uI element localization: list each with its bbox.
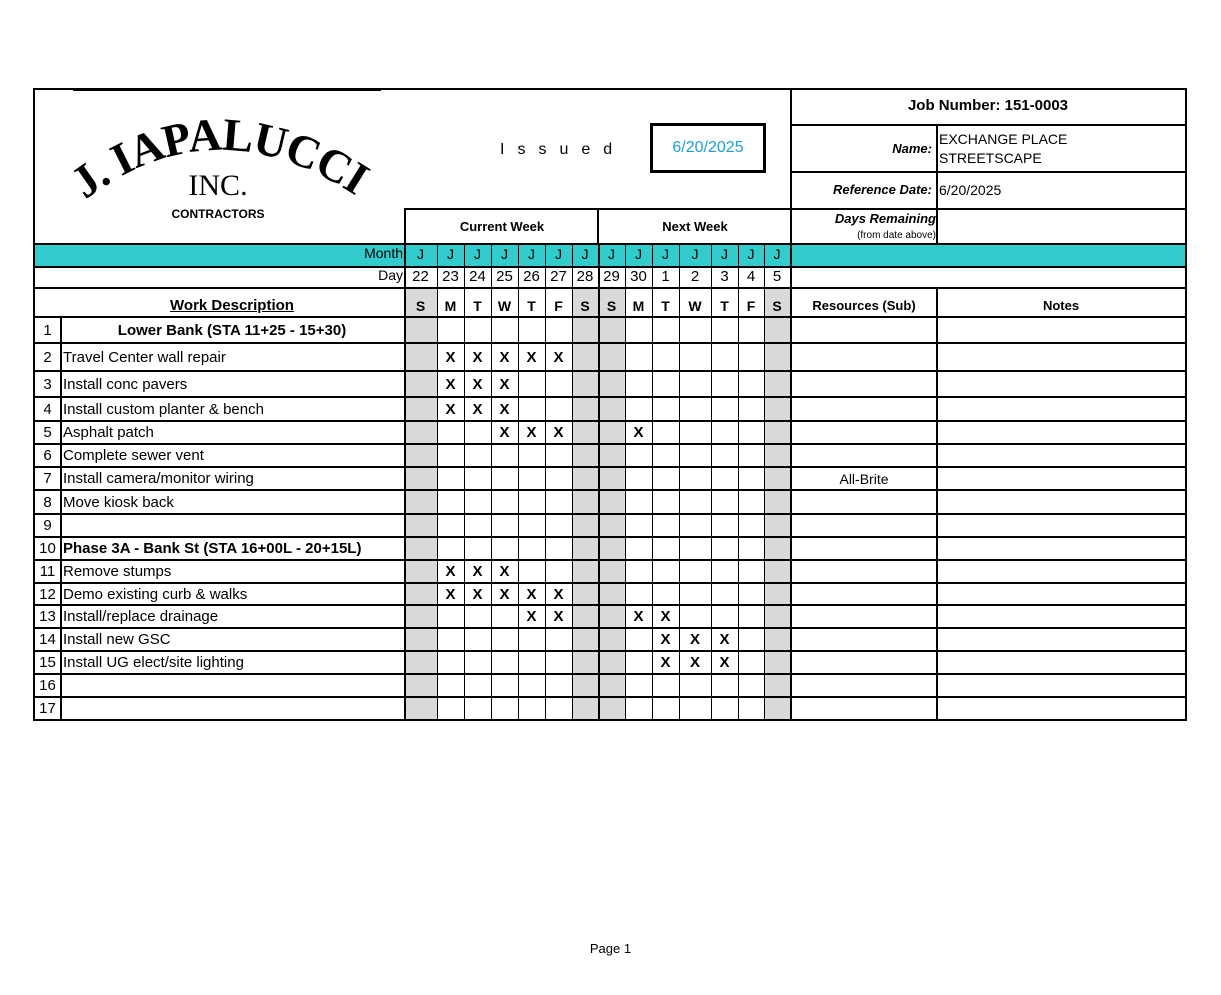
month-label: Month xyxy=(364,245,403,261)
schedule-mark: X xyxy=(472,400,483,418)
schedule-mark: X xyxy=(526,608,537,625)
row-number: 4 xyxy=(43,400,52,418)
month-cell: J xyxy=(474,246,481,262)
row-rule xyxy=(35,396,1185,398)
row-rule xyxy=(35,443,1185,445)
day-column-rule xyxy=(711,245,712,720)
days-remaining-label: Days Remaining xyxy=(834,211,936,226)
name-label: Name: xyxy=(892,141,932,156)
schedule-mark: X xyxy=(553,424,564,441)
job-number: Job Number: 151-0003 xyxy=(907,97,1069,114)
month-cell: J xyxy=(417,246,424,262)
row-rule xyxy=(35,536,1185,538)
work-description: Move kiosk back xyxy=(63,493,174,511)
day-column-rule xyxy=(625,245,626,720)
row-number: 17 xyxy=(39,700,56,717)
day-cell: 22 xyxy=(412,268,429,285)
work-description: Travel Center wall repair xyxy=(63,348,226,366)
weekday-cell: T xyxy=(473,298,482,314)
month-cell: J xyxy=(691,246,699,262)
work-description: Remove stumps xyxy=(63,563,172,580)
issued-date: 6/20/2025 xyxy=(650,123,766,173)
schedule-mark: X xyxy=(445,585,456,603)
month-cell: J xyxy=(501,246,508,262)
row-number: 7 xyxy=(43,470,52,487)
month-cell: J xyxy=(635,246,642,262)
row-rule xyxy=(35,696,1185,698)
logo-tag-text: CONTRACTORS xyxy=(171,207,265,221)
schedule-mark: X xyxy=(689,631,700,648)
month-cell: J xyxy=(747,246,755,262)
schedule-mark: X xyxy=(499,348,510,366)
reference-date-value: 6/20/2025 xyxy=(939,182,1002,198)
day-column-rule xyxy=(679,245,680,720)
notes-header: Notes xyxy=(1042,298,1080,313)
month-cell: J xyxy=(773,246,781,262)
logo-graphic xyxy=(37,90,405,242)
schedule-mark: X xyxy=(689,654,700,671)
month-cell: J xyxy=(608,246,615,262)
schedule-mark: X xyxy=(472,563,483,580)
page-number: Page 1 xyxy=(589,941,632,956)
weekday-cell: S xyxy=(606,298,617,314)
info-col-divider xyxy=(936,125,938,245)
day-column-rule xyxy=(518,245,519,720)
schedule-mark: X xyxy=(719,631,730,648)
schedule-mark: X xyxy=(499,424,510,441)
weekday-cell: M xyxy=(444,298,457,314)
day-label: Day xyxy=(378,267,403,283)
day-cell: 1 xyxy=(661,268,670,285)
resource-cell: All-Brite xyxy=(839,471,889,487)
day-cell: 4 xyxy=(746,268,756,285)
weekday-cell: S xyxy=(580,298,590,314)
day-column-rule xyxy=(545,245,546,720)
month-cell: J xyxy=(555,246,562,262)
row-number: 2 xyxy=(43,348,52,366)
month-cell: J xyxy=(662,246,669,262)
schedule-mark: X xyxy=(499,585,510,603)
resources-column-rule xyxy=(936,287,938,720)
row-rule xyxy=(35,316,1185,318)
schedule-mark: X xyxy=(472,585,483,603)
day-column-rule xyxy=(464,245,465,720)
schedule-mark: X xyxy=(660,608,671,625)
weekday-cell: S xyxy=(415,298,426,314)
row-number: 13 xyxy=(39,608,56,625)
weekday-cell: M xyxy=(632,298,645,314)
schedule-mark: X xyxy=(553,608,564,625)
next-week-label: Next Week xyxy=(662,219,728,234)
month-cell: J xyxy=(447,246,454,262)
number-column-rule xyxy=(60,317,62,720)
resources-header: Resources (Sub) xyxy=(812,298,916,313)
day-cell: 30 xyxy=(630,268,647,285)
work-description: Install camera/monitor wiring xyxy=(63,470,254,487)
weekend-column xyxy=(598,289,625,720)
schedule-mark: X xyxy=(553,585,564,603)
row-rule xyxy=(35,489,1185,491)
schedule-mark: X xyxy=(472,348,483,366)
row-rule xyxy=(35,559,1185,561)
row-number: 6 xyxy=(43,447,52,464)
schedule-mark: X xyxy=(553,348,564,366)
day-cell: 2 xyxy=(690,268,700,285)
work-description: Install/replace drainage xyxy=(63,608,219,625)
row-rule xyxy=(35,719,1185,721)
weekday-cell: T xyxy=(720,298,729,314)
schedule-mark: X xyxy=(445,348,456,366)
reference-date-label: Reference Date: xyxy=(833,182,932,197)
row-number: 8 xyxy=(43,493,52,511)
day-cell: 28 xyxy=(576,268,594,285)
logo-sub-text: INC. xyxy=(188,169,248,202)
row-rule xyxy=(35,370,1185,372)
schedule-mark: X xyxy=(719,654,730,671)
work-description: Install UG elect/site lighting xyxy=(63,654,244,671)
work-description: Asphalt patch xyxy=(63,424,154,441)
month-cell: J xyxy=(528,246,535,262)
row-rule xyxy=(35,582,1185,584)
weekday-cell: T xyxy=(527,298,536,314)
day-cell: 3 xyxy=(720,268,729,285)
issued-label: Issued xyxy=(500,141,626,158)
row-rule xyxy=(35,513,1185,515)
day-cell: 5 xyxy=(772,268,782,285)
days-remaining-note: (from date above) xyxy=(857,230,936,241)
weekday-cell: W xyxy=(497,298,512,314)
row-number: 12 xyxy=(39,585,56,603)
month-cell: J xyxy=(721,246,728,262)
day-column-rule xyxy=(738,245,739,720)
name-line2: STREETSCAPE xyxy=(939,150,1042,166)
row-rule xyxy=(35,673,1185,675)
row-rule xyxy=(35,650,1185,652)
schedule-mark: X xyxy=(499,375,510,393)
row-number: 16 xyxy=(39,677,56,694)
day-column-rule xyxy=(598,245,600,720)
weekend-column xyxy=(404,289,437,720)
company-logo xyxy=(37,90,405,242)
day-cell: 26 xyxy=(523,268,540,285)
row-number: 14 xyxy=(39,631,56,648)
day-cell: 27 xyxy=(550,268,567,285)
weekday-cell: F xyxy=(554,298,563,314)
schedule-mark: X xyxy=(660,631,671,648)
day-column-rule xyxy=(404,245,406,720)
row-number: 1 xyxy=(43,321,52,339)
row-number: 3 xyxy=(43,375,52,393)
info-rule xyxy=(790,208,1186,210)
row-rule xyxy=(35,466,1185,468)
weekend-column xyxy=(764,289,790,720)
work-description: Install conc pavers xyxy=(63,375,188,393)
day-column-rule xyxy=(764,245,765,720)
row-number: 15 xyxy=(39,654,56,671)
weekday-cell: W xyxy=(688,298,702,314)
schedule-mark: X xyxy=(526,348,537,366)
day-cell: 23 xyxy=(442,268,459,285)
weekday-cell: S xyxy=(772,298,782,314)
schedule-mark: X xyxy=(472,375,483,393)
work-description: Phase 3A - Bank St (STA 16+00L - 20+15L) xyxy=(63,540,362,557)
row-number: 11 xyxy=(39,563,56,580)
row-number: 9 xyxy=(43,517,52,534)
row-number: 10 xyxy=(39,540,56,557)
schedule-mark: X xyxy=(633,608,644,625)
work-description-header: Work Description xyxy=(170,297,294,314)
day-cell: 25 xyxy=(496,268,513,285)
schedule-mark: X xyxy=(499,563,510,580)
info-rule xyxy=(790,171,1186,173)
work-description: Lower Bank (STA 11+25 - 15+30) xyxy=(117,321,347,339)
logo-main-text: J. IAPALUCCI xyxy=(61,108,378,208)
current-week-label: Current Week xyxy=(459,219,545,234)
day-column-rule xyxy=(491,245,492,720)
weekend-column xyxy=(572,289,598,720)
day-column-rule xyxy=(572,245,573,720)
work-description: Install new GSC xyxy=(63,631,171,648)
row-number: 5 xyxy=(43,424,52,441)
schedule-mark: X xyxy=(499,400,510,418)
row-rule xyxy=(35,342,1185,344)
work-description: Install custom planter & bench xyxy=(63,400,264,418)
schedule-mark: X xyxy=(660,654,671,671)
schedule-mark: X xyxy=(526,585,537,603)
day-column-rule xyxy=(652,245,653,720)
row-rule xyxy=(35,604,1185,606)
month-cell: J xyxy=(581,246,589,262)
day-cell: 24 xyxy=(469,268,486,285)
weekday-cell: F xyxy=(746,298,756,314)
info-rule xyxy=(790,124,1186,126)
schedule-mark: X xyxy=(445,563,456,580)
row-rule xyxy=(35,627,1185,629)
work-description: Demo existing curb & walks xyxy=(63,585,248,603)
schedule-mark: X xyxy=(526,424,537,441)
weekday-cell: T xyxy=(661,298,670,314)
schedule-mark: X xyxy=(633,424,644,441)
name-line1: EXCHANGE PLACE xyxy=(939,131,1068,147)
band-top-rule xyxy=(35,243,1185,245)
schedule-mark: X xyxy=(445,375,456,393)
schedule-mark: X xyxy=(445,400,456,418)
work-description: Complete sewer vent xyxy=(63,447,204,464)
day-cell: 29 xyxy=(603,268,620,285)
day-column-rule xyxy=(437,245,438,720)
row-rule xyxy=(35,420,1185,422)
